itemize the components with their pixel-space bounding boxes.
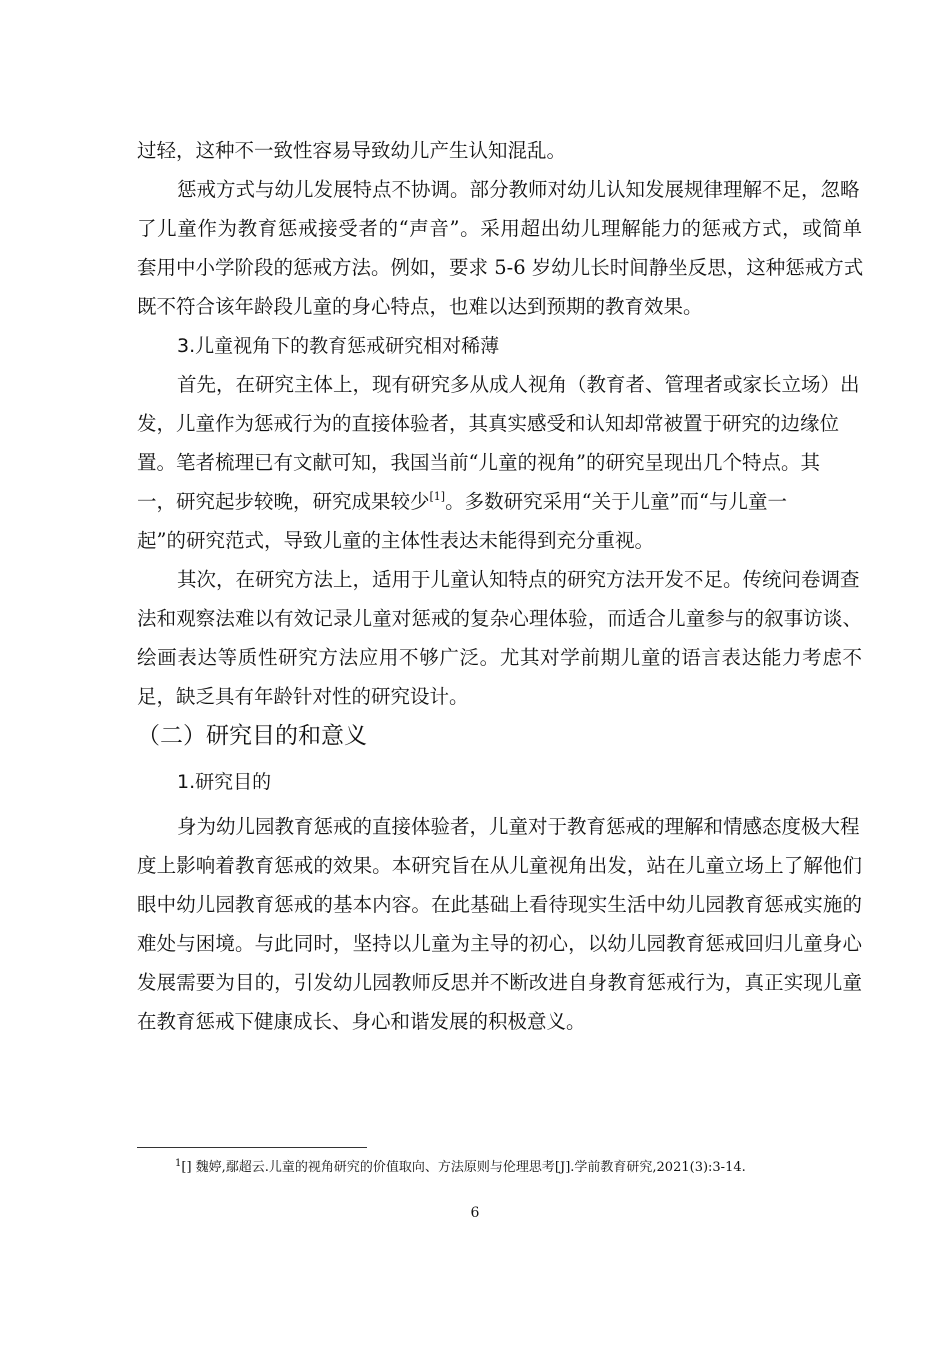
paragraph-line: 度上影响着教育惩戒的效果。本研究旨在从儿童视角出发，站在儿童立场上了解他们: [137, 854, 862, 877]
subsection-heading: 1.研究目的: [177, 771, 272, 793]
footnote-separator: [137, 1147, 367, 1148]
page-number: 6: [470, 1205, 480, 1221]
paragraph-line: 难处与困境。与此同时，坚持以儿童为主导的初心，以幼儿园教育惩戒回归儿童身心: [137, 932, 862, 955]
line-text: 一，研究起步较晚，研究成果较少: [137, 490, 430, 513]
paragraph-line: [137, 490, 862, 514]
footnote-marker: 1: [175, 1158, 182, 1169]
paragraph-line: 发，儿童作为惩戒行为的直接体验者，其真实感受和认知却常被置于研究的边缘位: [137, 412, 840, 435]
paragraph-line: 惩戒方式与幼儿发展特点不协调。部分教师对幼儿认知发展规律理解不足，忽略: [177, 178, 860, 201]
paragraph-line: 了儿童作为教育惩戒接受者的“声音”。采用超出幼儿理解能力的惩戒方式，或简单: [137, 217, 862, 240]
footnote: [175, 1160, 746, 1176]
paragraph-line: 眼中幼儿园教育惩戒的基本内容。在此基础上看待现实生活中幼儿园教育惩戒实施的: [137, 893, 862, 916]
paragraph-line: 既不符合该年龄段儿童的身心特点，也难以达到预期的教育效果。: [137, 295, 703, 318]
paragraph-line: 在教育惩戒下健康成长、身心和谐发展的积极意义。: [137, 1010, 586, 1033]
citation-marker: [1]: [429, 490, 446, 503]
paragraph-line: 足，缺乏具有年龄针对性的研究设计。: [137, 685, 469, 708]
section-heading: （二）研究目的和意义: [137, 723, 367, 749]
line-text: 。多数研究采用“关于儿童”而“与儿童一: [445, 490, 788, 513]
paragraph-line: 置。笔者梳理已有文献可知，我国当前“儿童的视角”的研究呈现出几个特点。其: [137, 451, 820, 474]
paragraph-line: 过轻，这种不一致性容易导致幼儿产生认知混乱。: [137, 139, 567, 162]
paragraph-line: 套用中小学阶段的惩戒方法。例如，要求 5-6 岁幼儿长时间静坐反思，这种惩戒方式: [137, 256, 864, 279]
paragraph-line: 身为幼儿园教育惩戒的直接体验者，儿童对于教育惩戒的理解和情感态度极大程: [177, 815, 860, 838]
paragraph-line: 其次，在研究方法上，适用于儿童认知特点的研究方法开发不足。传统问卷调查: [177, 568, 860, 591]
footnote-text: [] 魏婷,鄢超云.儿童的视角研究的价值取向、方法原则与伦理思考[J].学前教育研究,2021(3):3-14.: [181, 1160, 746, 1175]
paragraph-line: 绘画表达等质性研究方法应用不够广泛。尤其对学前期儿童的语言表达能力考虑不: [137, 646, 862, 669]
paragraph-line: 起”的研究范式，导致儿童的主体性表达未能得到充分重视。: [137, 529, 654, 552]
paragraph-line: 发展需要为目的，引发幼儿园教师反思并不断改进自身教育惩戒行为，真正实现儿童: [137, 971, 862, 994]
subsection-heading: 3.儿童视角下的教育惩戒研究相对稀薄: [177, 335, 500, 357]
paragraph-line: 首先，在研究主体上，现有研究多从成人视角（教育者、管理者或家长立场）出: [177, 373, 860, 396]
paragraph-line: 法和观察法难以有效记录儿童对惩戒的复杂心理体验，而适合儿童参与的叙事访谈、: [137, 607, 862, 630]
